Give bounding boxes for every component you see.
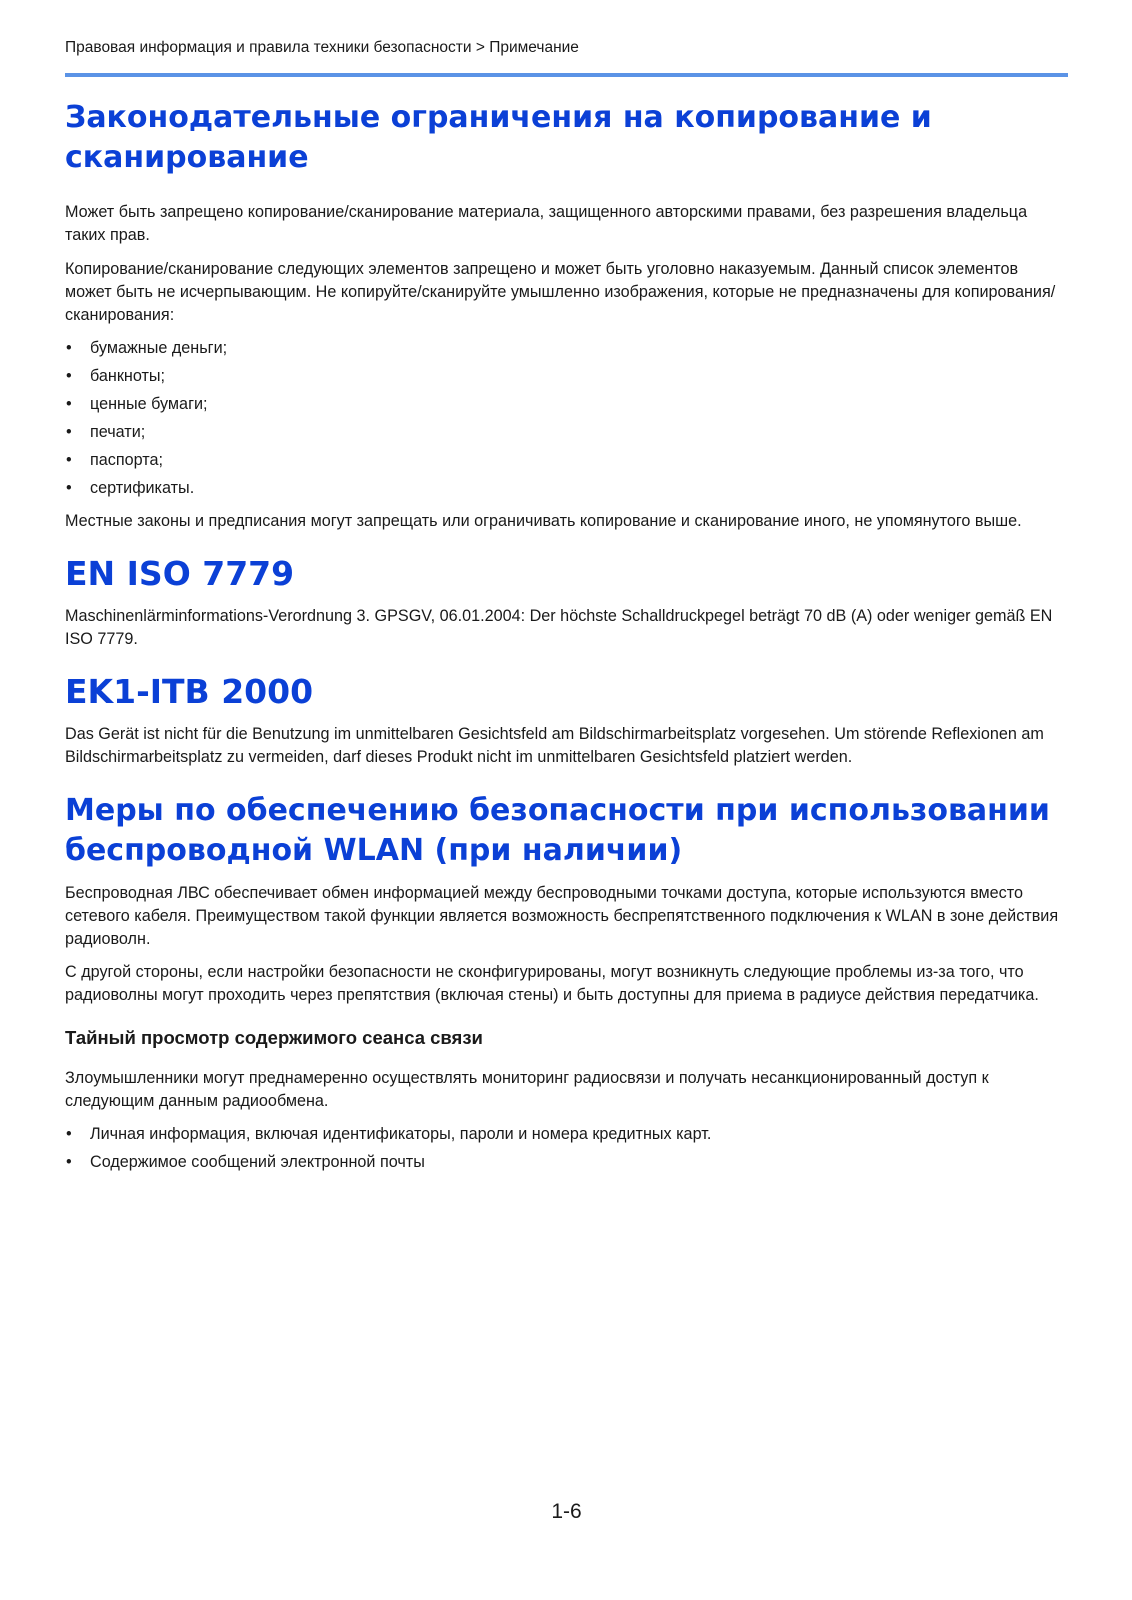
bullet-icon: •	[66, 479, 72, 497]
list-item	[65, 365, 1068, 388]
paragraph-ek1: Das Gerät ist nicht für die Benutzung im unmittelbaren Gesichtsfeld am Bildschirmarbeitsplatz vorgesehen. Um störende Reflexionen am Bildschirmarbeitsplatz zu vermeiden, darf dieses Produkt nicht im unmittelbaren Gesichtsfeld platziert werden.	[65, 725, 1044, 766]
paragraph-copyright-notice: Может быть запрещено копирование/сканирование материала, защищенного авторскими правами, без разрешения владельца таких прав.	[65, 203, 1028, 244]
list-item	[65, 1151, 1068, 1174]
list-item-text: Личная информация, включая идентификаторы, пароли и номера кредитных карт.	[90, 1125, 712, 1143]
paragraph-local-laws: Местные законы и предписания могут запрещать или ограничивать копирование и сканирование иного, не упомянутого выше.	[65, 512, 1022, 530]
list-item-text: Содержимое сообщений электронной почты	[90, 1153, 425, 1171]
list-item	[65, 421, 1068, 444]
bullet-icon: •	[66, 367, 72, 385]
paragraph-en-iso: Maschinenlärminformations-Verordnung 3. GPSGV, 06.01.2004: Der höchste Schalldruckpegel beträgt 70 dB (A) oder weniger gemäß EN ISO 7779.	[65, 607, 1053, 648]
bullet-icon: •	[66, 451, 72, 469]
breadcrumb: Правовая информация и правила техники безопасности > Примечание	[65, 39, 579, 56]
bullet-icon: •	[66, 339, 72, 357]
section-title-en-iso: EN ISO 7779	[65, 554, 295, 593]
bullet-icon: •	[66, 1153, 72, 1171]
list-item	[65, 449, 1068, 472]
intercepted-data-list	[65, 1123, 1068, 1174]
subsection-title-eavesdropping: Тайный просмотр содержимого сеанса связи	[65, 1027, 483, 1048]
list-item	[65, 393, 1068, 416]
header-divider	[65, 73, 1068, 77]
paragraph-wlan-intro: Беспроводная ЛВС обеспечивает обмен информацией между беспроводными точками доступа, которые используются вместо сетевого кабеля. Преимуществом такой функции является возможность беспрепятственного подключения к WLAN в зоне действия радиоволн.	[65, 884, 1059, 948]
list-item	[65, 337, 1068, 360]
list-item	[65, 477, 1068, 500]
list-item-text: печати;	[90, 423, 146, 441]
bullet-icon: •	[66, 395, 72, 413]
list-item-text: бумажные деньги;	[90, 339, 228, 357]
list-item-text: паспорта;	[90, 451, 164, 469]
section-title-wlan-security: Меры по обеспечению безопасности при использовании беспроводной WLAN (при наличии)	[65, 793, 1050, 868]
list-item	[65, 1123, 1068, 1146]
document-page	[65, 0, 1068, 1600]
section-title-ek1: EK1-ITB 2000	[65, 672, 314, 711]
bullet-icon: •	[66, 423, 72, 441]
list-item-text: сертификаты.	[90, 479, 195, 497]
paragraph-eavesdropping: Злоумышленники могут преднамеренно осуществлять мониторинг радиосвязи и получать несанкционированный доступ к следующим данным радиообмена.	[65, 1069, 989, 1110]
page-content	[65, 98, 1068, 1174]
bullet-icon: •	[66, 1125, 72, 1143]
list-item-text: ценные бумаги;	[90, 395, 208, 413]
prohibited-items-list	[65, 337, 1068, 500]
list-item-text: банкноты;	[90, 367, 166, 385]
paragraph-prohibited-list-intro: Копирование/сканирование следующих элементов запрещено и может быть уголовно наказуемым. Данный список элементов может быть не исчерпывающим. Не копируйте/сканируйте умышленно изображения, которые не предназначены для копирования/сканирования:	[65, 260, 1056, 324]
paragraph-wlan-risks: С другой стороны, если настройки безопасности не сконфигурированы, могут возникнуть следующие проблемы из-за того, что радиоволны могут проходить через препятствия (включая стены) и быть доступны для приема в радиусе действия передатчика.	[65, 963, 1039, 1004]
section-title-copy-restrictions: Законодательные ограничения на копирование и сканирование	[65, 100, 932, 175]
page-number: 1-6	[551, 1500, 582, 1523]
